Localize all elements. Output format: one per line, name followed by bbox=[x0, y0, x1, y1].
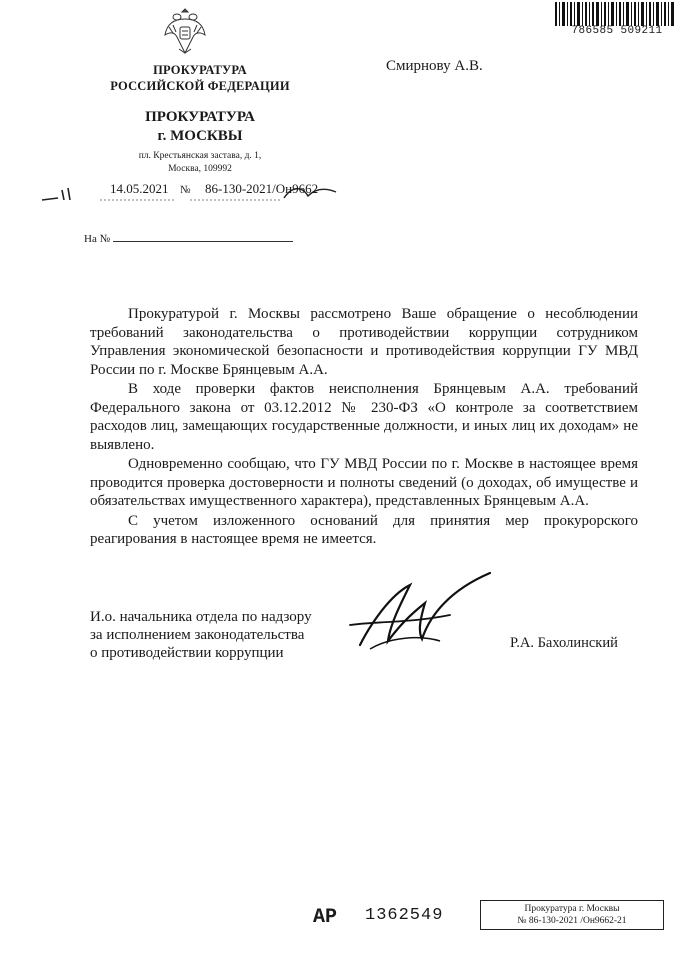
address-line-2: Москва, 109992 bbox=[168, 164, 232, 174]
registration-number-label: № bbox=[180, 184, 191, 196]
org-header-federal bbox=[100, 62, 300, 94]
reference-blank bbox=[113, 241, 293, 242]
org-line-2: РОССИЙСКОЙ ФЕДЕРАЦИИ bbox=[110, 79, 290, 93]
handwritten-signature bbox=[330, 565, 500, 655]
registration-number: 86-130-2021/Он9662 bbox=[205, 181, 319, 196]
registration-stamp bbox=[480, 900, 664, 930]
ap-label: АР bbox=[313, 906, 338, 929]
body-paragraph: С учетом изложенного оснований для принятия мер прокурорского реагирования в настоящее время не имеется. bbox=[90, 512, 638, 547]
position-line-3: о противодействии коррупции bbox=[90, 645, 284, 661]
org-header-moscow bbox=[100, 108, 300, 146]
letter-body bbox=[90, 305, 638, 550]
barcode-number: 786585 509211 bbox=[571, 25, 663, 37]
position-line-2: за исполнением законодательства bbox=[90, 627, 305, 643]
ap-number: 1362549 bbox=[365, 906, 444, 925]
coat-of-arms-emblem bbox=[161, 5, 209, 57]
body-paragraph: Прокуратурой г. Москвы рассмотрено Ваше обращение о несоблюдении требований законодательства о противодействии коррупции сотрудником Управления экономической безопасности и противодействия коррупции ГУ МВД России по г. Москве Брянцевым А.А. bbox=[90, 306, 638, 378]
address-line-1: пл. Крестьянская застава, д. 1, bbox=[138, 151, 262, 161]
body-paragraph: Одновременно сообщаю, что ГУ МВД России по г. Москве в настоящее время проводится проверка достоверности и полноты сведений (о доходах, об имуществе и обязательствах имущественного характера), представленных Брянцевым А.А. bbox=[90, 456, 638, 509]
signer-name: Р.А. Бахолинский bbox=[510, 635, 618, 651]
registration-date: 14.05.2021 bbox=[110, 181, 169, 196]
addressee: Смирнову А.В. bbox=[386, 58, 483, 74]
reference-label: На № bbox=[84, 233, 111, 245]
signer-position bbox=[90, 608, 350, 662]
org-name-line-2: г. МОСКВЫ bbox=[157, 128, 243, 144]
stamp-line-2: № 86-130-2021 /Он9662-21 bbox=[517, 916, 627, 926]
reference-line bbox=[84, 233, 304, 245]
org-address bbox=[100, 150, 300, 176]
position-line-1: И.о. начальника отдела по надзору bbox=[90, 609, 312, 625]
registration-line bbox=[40, 178, 340, 200]
org-line-1: ПРОКУРАТУРА bbox=[153, 63, 247, 77]
body-paragraph: В ходе проверки фактов неисполнения Брянцевым А.А. требований Федерального закона от 03.12.2012 № 230-ФЗ «О контроле за соответствием расходов лиц, замещающих государственные должности, и иных лиц их доходам» не выявлено. bbox=[90, 381, 638, 453]
stamp-line-1: Прокуратура г. Москвы bbox=[524, 904, 620, 914]
org-name-line-1: ПРОКУРАТУРА bbox=[145, 109, 255, 125]
